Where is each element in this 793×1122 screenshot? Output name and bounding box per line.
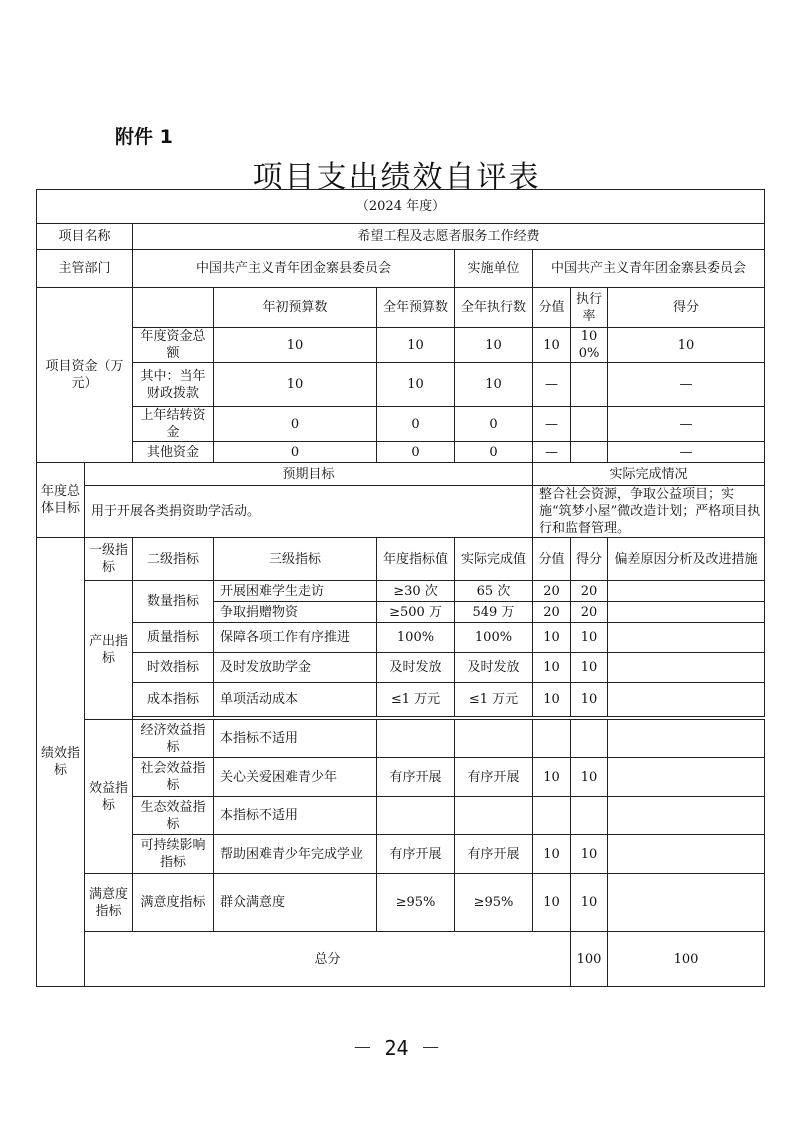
fund-initial: 0: [214, 407, 377, 442]
indicator-target: 有序开展: [377, 758, 455, 797]
evaluation-table: [36, 189, 765, 987]
expected-goal-text: 用于开展各类捐资助学活动。: [85, 486, 533, 538]
indicators-label: 绩效指标: [37, 538, 85, 987]
exec-rate-header: 执行率: [571, 288, 608, 328]
score-header: 得分: [571, 538, 608, 581]
annual-goal-label: 年度总体目标: [37, 463, 85, 538]
indicator-weight: 10: [533, 683, 571, 717]
fund-full: 10: [377, 328, 455, 363]
indicator-actual: ≤1 万元: [455, 683, 533, 717]
total-weight: 100: [571, 932, 608, 987]
fund-name: 年度资金总额: [133, 328, 214, 363]
fund-initial: 10: [214, 363, 377, 407]
initial-budget-header: 年初预算数: [214, 288, 377, 328]
indicator-deviation: [608, 581, 765, 602]
lvl2-header: 二级指标: [133, 538, 214, 581]
actual-header: 实际完成值: [455, 538, 533, 581]
indicator-score: 10: [571, 653, 608, 683]
weight-header: 分值: [533, 288, 571, 328]
lvl3-header: 三级指标: [214, 538, 377, 581]
actual-goal-header: 实际完成情况: [533, 463, 765, 486]
indicator-target: 有序开展: [377, 835, 455, 874]
indicator-name: 本指标不适用: [214, 797, 377, 835]
fund-full: 0: [377, 442, 455, 463]
fund-initial: 0: [214, 442, 377, 463]
fund-name: 其中：当年财政拨款: [133, 363, 214, 407]
indicator-actual: 及时发放: [455, 653, 533, 683]
indicator-name: 帮助困难青少年完成学业: [214, 835, 377, 874]
indicator-weight: 20: [533, 602, 571, 623]
page-title: 项目支出绩效自评表: [252, 160, 541, 195]
weight-header: 分值: [533, 538, 571, 581]
implementer-value: 中国共产主义青年团金寨县委员会: [533, 250, 765, 288]
fund-exec: 10: [455, 363, 533, 407]
indicator-name: 保障各项工作有序推进: [214, 623, 377, 653]
indicator-deviation: [608, 653, 765, 683]
indicator-deviation: [608, 623, 765, 653]
fund-exec: 10: [455, 328, 533, 363]
indicator-actual: 65 次: [455, 581, 533, 602]
department-value: 中国共产主义青年团金寨县委员会: [133, 250, 455, 288]
page-number: － 24 －: [352, 1036, 441, 1060]
indicator-target: ≥95%: [377, 874, 455, 932]
sub-quality: 质量指标: [133, 623, 214, 653]
indicator-score: [571, 720, 608, 758]
indicator-weight: [533, 720, 571, 758]
indicator-deviation: [608, 683, 765, 717]
fund-exec: 0: [455, 442, 533, 463]
fund-full: 0: [377, 407, 455, 442]
fund-weight: 10: [533, 328, 571, 363]
fund-score: 10: [608, 328, 765, 363]
executed-header: 全年执行数: [455, 288, 533, 328]
indicator-target: ≤1 万元: [377, 683, 455, 717]
indicator-target: ≥500 万: [377, 602, 455, 623]
fund-weight: —: [533, 407, 571, 442]
department-label: 主管部门: [37, 250, 133, 288]
funds-label: 项目资金（万元）: [37, 288, 133, 463]
indicator-score: [571, 797, 608, 835]
deviation-header: 偏差原因分析及改进措施: [608, 538, 765, 581]
indicator-weight: [533, 797, 571, 835]
indicator-weight: 20: [533, 581, 571, 602]
group-output: 产出指标: [85, 581, 133, 720]
total-score: 100: [608, 932, 765, 987]
indicator-score: 10: [571, 683, 608, 717]
sub-eco: 生态效益指标: [133, 797, 214, 835]
fund-full: 10: [377, 363, 455, 407]
project-name-value: 希望工程及志愿者服务工作经费: [133, 224, 765, 250]
sub-time: 时效指标: [133, 653, 214, 683]
indicator-score: 10: [571, 758, 608, 797]
indicator-weight: 10: [533, 623, 571, 653]
sub-satis: 满意度指标: [133, 874, 214, 932]
indicator-score: 20: [571, 602, 608, 623]
total-label: 总分: [85, 932, 571, 987]
sub-social: 社会效益指标: [133, 758, 214, 797]
implementer-label: 实施单位: [455, 250, 533, 288]
fund-name: 上年结转资金: [133, 407, 214, 442]
fund-name: 其他资金: [133, 442, 214, 463]
fund-exec: 0: [455, 407, 533, 442]
indicator-actual: ≥95%: [455, 874, 533, 932]
indicator-name: 群众满意度: [214, 874, 377, 932]
indicator-actual: 549 万: [455, 602, 533, 623]
fund-rate: 100%: [571, 328, 608, 363]
indicator-actual: [455, 797, 533, 835]
sub-sustain: 可持续影响指标: [133, 835, 214, 874]
fund-weight: —: [533, 363, 571, 407]
group-satisfaction: 满意度指标: [85, 874, 133, 932]
fund-score: —: [608, 363, 765, 407]
indicator-deviation: [608, 758, 765, 797]
indicator-target: 及时发放: [377, 653, 455, 683]
indicator-weight: 10: [533, 758, 571, 797]
indicator-weight: 10: [533, 835, 571, 874]
indicator-target: ≥30 次: [377, 581, 455, 602]
fund-score: —: [608, 407, 765, 442]
indicator-weight: 10: [533, 874, 571, 932]
indicator-deviation: [608, 602, 765, 623]
group-benefit: 效益指标: [85, 720, 133, 874]
indicator-name: 及时发放助学金: [214, 653, 377, 683]
indicator-target: [377, 720, 455, 758]
expected-goal-header: 预期目标: [85, 463, 533, 486]
indicator-deviation: [608, 835, 765, 874]
fund-weight: —: [533, 442, 571, 463]
indicator-name: 单项活动成本: [214, 683, 377, 717]
indicator-score: 10: [571, 835, 608, 874]
indicator-target: 100%: [377, 623, 455, 653]
lvl1-header: 一级指标: [85, 538, 133, 581]
fund-rate: [571, 407, 608, 442]
project-name-label: 项目名称: [37, 224, 133, 250]
fund-rate: [571, 363, 608, 407]
attachment-label: 附件 1: [115, 126, 173, 148]
indicator-score: 10: [571, 874, 608, 932]
score-header: 得分: [608, 288, 765, 328]
year-cell: （2024 年度）: [37, 190, 765, 224]
sub-economic: 经济效益指标: [133, 720, 214, 758]
indicator-name: 争取捐赠物资: [214, 602, 377, 623]
funds-header-blank: [133, 288, 214, 328]
indicator-name: 开展困难学生走访: [214, 581, 377, 602]
indicator-name: 关心关爱困难青少年: [214, 758, 377, 797]
indicator-target: [377, 797, 455, 835]
full-budget-header: 全年预算数: [377, 288, 455, 328]
indicator-deviation: [608, 720, 765, 758]
sub-quantity: 数量指标: [133, 581, 214, 623]
indicator-weight: 10: [533, 653, 571, 683]
indicator-actual: [455, 720, 533, 758]
indicator-score: 10: [571, 623, 608, 653]
sub-cost: 成本指标: [133, 683, 214, 717]
indicator-actual: 100%: [455, 623, 533, 653]
indicator-deviation: [608, 874, 765, 932]
indicator-name: 本指标不适用: [214, 720, 377, 758]
fund-initial: 10: [214, 328, 377, 363]
indicator-actual: 有序开展: [455, 758, 533, 797]
fund-score: —: [608, 442, 765, 463]
fund-rate: [571, 442, 608, 463]
target-header: 年度指标值: [377, 538, 455, 581]
indicator-actual: 有序开展: [455, 835, 533, 874]
actual-goal-text: 整合社会资源，争取公益项目；实施“筑梦小屋”微改造计划；严格项目执行和监督管理。: [533, 486, 765, 538]
indicator-deviation: [608, 797, 765, 835]
indicator-score: 20: [571, 581, 608, 602]
